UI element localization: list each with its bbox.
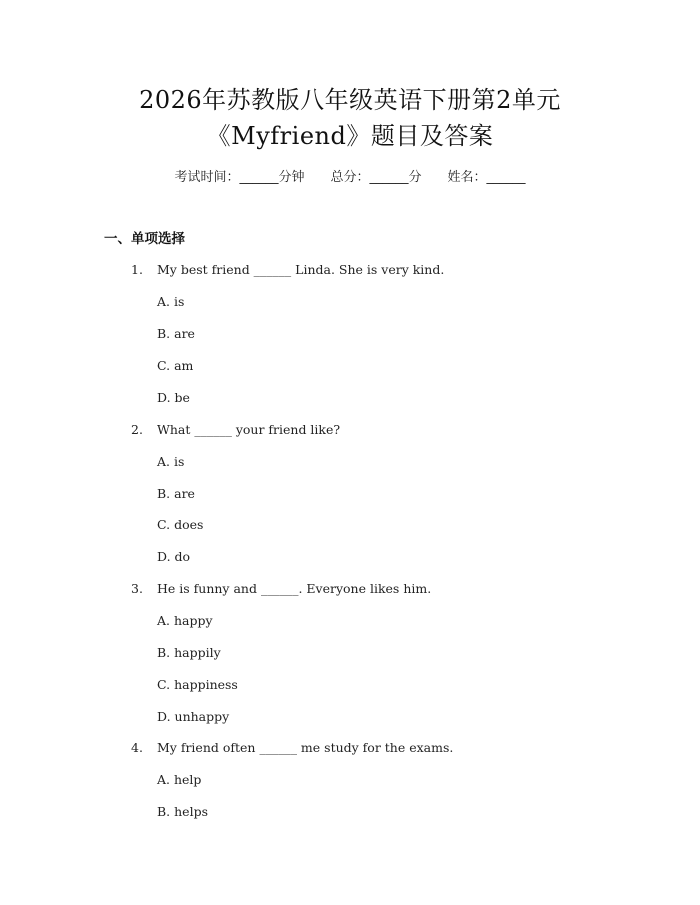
question-text: My best friend ______ Linda. She is very kind. xyxy=(157,262,445,277)
exam-meta xyxy=(0,168,700,188)
question-text: He is funny and ______. Everyone likes him. xyxy=(157,581,432,596)
question-option: B. are xyxy=(157,326,195,341)
question-option: C. does xyxy=(157,517,204,532)
question-number: 4. xyxy=(131,740,143,755)
exam-score: 总分：______分 xyxy=(330,170,422,185)
question-option: B. helps xyxy=(157,804,208,819)
question-option: A. help xyxy=(157,772,202,787)
question-option: A. is xyxy=(157,294,185,309)
question-option: A. happy xyxy=(157,613,213,628)
question-option: D. be xyxy=(157,390,190,405)
question-option: C. happiness xyxy=(157,677,238,692)
question-option: A. is xyxy=(157,454,185,469)
question-option: D. do xyxy=(157,549,191,564)
document-title-line1: 2026年苏教版八年级英语下册第2单元 xyxy=(139,86,561,114)
document-title-line2: 《Myfriend》题目及答案 xyxy=(206,122,494,150)
question-option: C. am xyxy=(157,358,194,373)
question-option: B. happily xyxy=(157,645,221,660)
question-number: 3. xyxy=(131,581,143,596)
section-heading: 一、单项选择 xyxy=(104,231,185,247)
question-text: What ______ your friend like? xyxy=(157,422,341,437)
question-option: B. are xyxy=(157,486,195,501)
exam-time: 考试时间：______分钟 xyxy=(174,170,305,185)
question-option: D. unhappy xyxy=(157,709,230,724)
question-text: My friend often ______ me study for the exams. xyxy=(157,740,454,755)
question-number: 1. xyxy=(131,262,143,277)
question-number: 2. xyxy=(131,422,143,437)
exam-name: 姓名：______ xyxy=(447,170,526,185)
